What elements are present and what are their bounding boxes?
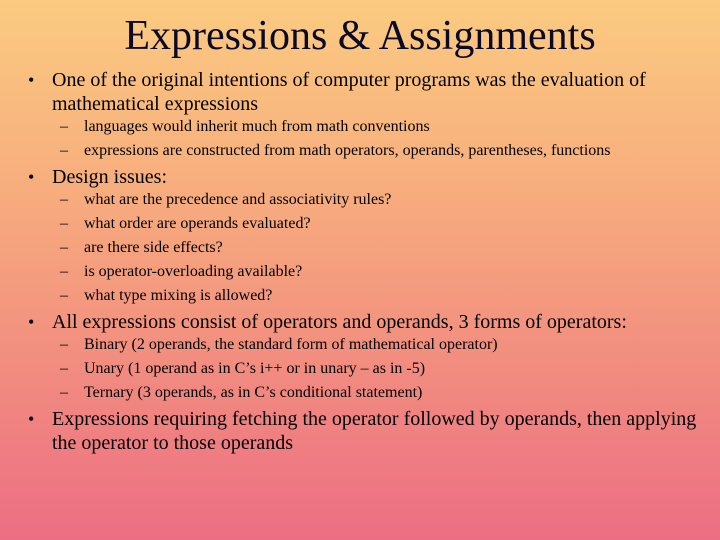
sub-bullet-text: what type mixing is allowed? [84, 287, 273, 304]
sub-bullet-list [52, 117, 706, 160]
bullet-icon: • [28, 70, 35, 90]
dash-icon: – [60, 239, 68, 256]
sub-bullet-item [52, 359, 706, 378]
slide-title: Expressions & Assignments [124, 13, 596, 59]
dash-icon: – [60, 215, 68, 232]
dash-icon: – [60, 287, 68, 304]
sub-bullet-text: Binary (2 operands, the standard form of mathematical operator) [84, 336, 498, 353]
sub-bullet-text: is operator-overloading available? [84, 263, 303, 280]
sub-bullet-item [52, 383, 706, 402]
sub-bullet-item [52, 335, 706, 354]
sub-bullet-text: Ternary (3 operands, as in C’s conditional statement) [84, 384, 423, 401]
dash-icon: – [60, 360, 68, 377]
sub-bullet-text: what are the precedence and associativity rules? [84, 191, 392, 208]
sub-bullet-text: are there side effects? [84, 239, 223, 256]
sub-bullet-text: Unary (1 operand as in C’s i++ or in unary – as in -5) [84, 360, 426, 377]
sub-bullet-list [52, 335, 706, 402]
dash-icon: – [60, 142, 68, 159]
bullet-item [26, 407, 706, 455]
sub-bullet-text: what order are operands evaluated? [84, 215, 311, 232]
sub-bullet-item [52, 262, 706, 281]
bullet-text: Expressions requiring fetching the operator followed by operands, then applying the operator to those operands [52, 408, 697, 454]
bullet-item [26, 310, 706, 402]
sub-bullet-list [52, 190, 706, 305]
sub-bullet-item [52, 238, 706, 257]
bullet-text: All expressions consist of operators and operands, 3 forms of operators: [52, 311, 627, 333]
sub-bullet-item [52, 141, 706, 160]
bullet-icon: • [28, 312, 35, 332]
bullet-icon: • [28, 167, 35, 187]
dash-icon: – [60, 118, 68, 135]
sub-bullet-text: expressions are constructed from math operators, operands, parentheses, functions [84, 142, 611, 159]
bullet-item [26, 68, 706, 160]
dash-icon: – [60, 263, 68, 280]
sub-bullet-item [52, 190, 706, 209]
sub-bullet-item [52, 214, 706, 233]
bullet-item [26, 165, 706, 305]
bullet-list [26, 68, 706, 457]
dash-icon: – [60, 191, 68, 208]
bullet-text: Design issues: [52, 166, 167, 188]
dash-icon: – [60, 384, 68, 401]
dash-icon: – [60, 336, 68, 353]
bullet-text: One of the original intentions of computer programs was the evaluation of mathematical expressions [52, 69, 646, 115]
sub-bullet-item [52, 117, 706, 136]
bullet-icon: • [28, 409, 35, 429]
sub-bullet-item [52, 286, 706, 305]
sub-bullet-text: languages would inherit much from math conventions [84, 118, 430, 135]
